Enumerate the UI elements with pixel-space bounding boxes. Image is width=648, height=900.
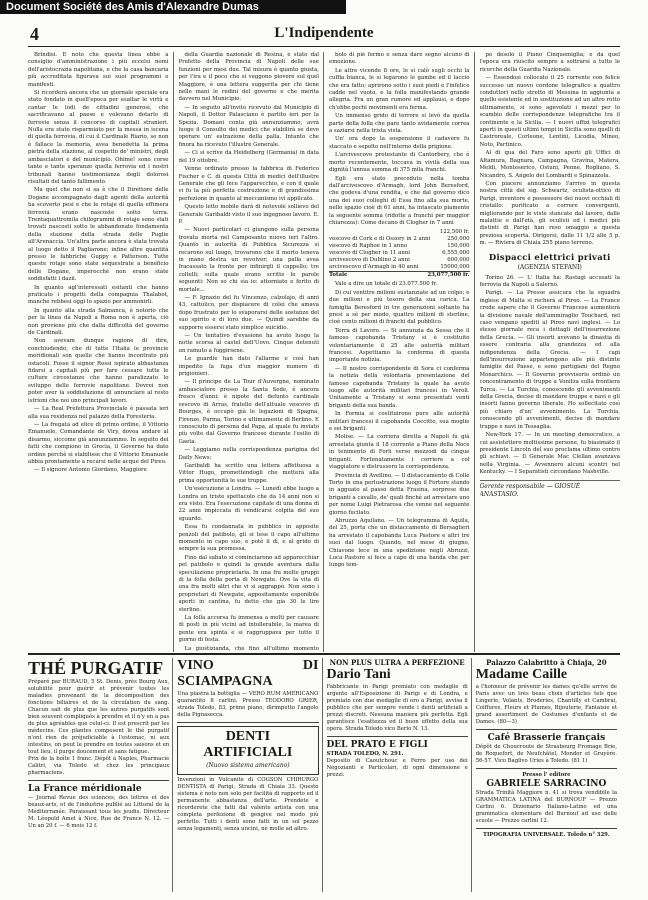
- article-paragraph: Un' ora dopo la sospensione il cadavere fu staccato e sepolto nell'interno della prigione.: [329, 136, 470, 150]
- responsible-manager: Gerente responsabile — GIOSUÈ ANASTASIO.: [480, 480, 621, 499]
- the-purgatif-price: Prix de la boîte 1 franc. Dépôt à Naples, Pharmacie Calitri, via Toledo et chez les principaux pharmaciens.: [28, 756, 170, 776]
- denti-artificiali-box: [177, 726, 318, 775]
- article-paragraph: Brindisi. E noto che questa linea ebbe a consiglio d'amministrazione i più eccelsi nomi dell'aristocrazia napolitana, e che la casa bancaria più accreditata figurava sui suoi programmi e manifesti.: [28, 52, 169, 88]
- article-paragraph: Questo letto mobile darà di notevole sollievo del Generale Garibaldi visto il suo ingegnoso lavoro. E. P.: [178, 204, 319, 225]
- ad-separator: [476, 729, 617, 730]
- article-paragraph: Le guardie han dato l'allarme e così han impedito la fuga d'un maggior numero di prigionieri.: [178, 356, 319, 378]
- dispatch-paragraph: Parigi. — La Presse assicura che la squadra inglese di Malta si recherà al Pireo. — La France crede sapere che il Governo Francese aumenterà la divisione navale dell'ammiraglio Touchard, nel caso vengano spediti al Pireo navi inglesi. — Lo stesso giornale reca i dettagli dell'insurrezione della Grecia. — Gli insorti avevano la dinastia di essere contraria alla grandezza ed alla indipendenza della Grecia. — I capi dell'insurrezione appartengono alle più distinte famiglie del Paese, e sono partigiani del Regno Monarchico. — Il Governo provvisorio ordinò un concentramento di truppe a Vonitza sulla frontiera Turca. — La Turchia, conoscendo gli avvenimenti della Grecia, decise di mandare truppe e navi e gli insorti fanno governo liberale. Ho sollecitato così più chiaro d'un' avvenimento. La Turchia, conoscendo gli avvenimenti, decise di mandare truppe e navi in Tessaglia.: [479, 290, 620, 430]
- ads-divider: [28, 653, 620, 655]
- news-column-3: [329, 52, 475, 652]
- table-cell: vescovo di Cork e di Ossory in 2 anni: [329, 236, 431, 243]
- article-paragraph: Le altre vicende 8 ore, le si calò sugli occhi la cuffia bianca, le si legarono le gambe ed il laccio che era fatto; aprirono sotto i suoi piedi e l'infelice cadde nel vuoto, e la folla manifestando grande allegria. Fra un gran rumore ed applausi, e dopo ch'ebbe pochi movimenti era ferma.: [329, 67, 470, 111]
- article-paragraph: La giustizianda, che fino all'ultimo momento: [184, 645, 319, 652]
- advertisements: [28, 658, 620, 892]
- table-cell: Totale: [329, 272, 348, 279]
- ad-column-3: [327, 658, 472, 892]
- article-paragraph: Vale a dire un totale di 23.077.500 fr.: [335, 281, 438, 288]
- article-paragraph: Garibaldi ha scritto una lettera affettuosa a Vittor Hugo, promettendogli che metterà alla prima opportunità le sue truppe.: [178, 462, 319, 484]
- denti-artificiali-text: Invenzioni in Vulcanite di COGSON CHIRURGO DENTISTA di Parigi, Strada di Chiaia 33. Questo sistema è noto non solo per facilità di rapporto ed il permanente abbastanza dell'arte. Prendete e ricorderete che fatti dal valente artista con una completa perfezione di gengive nel modo più perfetto. Tutti i denti sono fatti in un sol pezzo senza legamenti, senza uncini, nè molle ad altro.: [177, 777, 319, 832]
- dario-tani-name: Dario Tani: [326, 667, 391, 682]
- france-meridionale-text: — Journal Revue des sciences, des lettres et des beaux-arts, et de l'industrie publié au Littoral de la Méditerranée. Paraissant tous les jeudis. Directeur M. Léopold Amet à Nice, Rue de France N. 12. — Un an 20 f. — 6 mois 12 f.: [28, 795, 170, 829]
- table-row: [329, 243, 470, 250]
- article-paragraph: Fino dal sabato si cominciarono ad apparecchiar pel patibolo e quindi la grande aventura dalla speculazione proprietaria. In una fra molte gruppi di la folla della porta di Newgate. Ove la vita di una fra molti altri che vi si aggrappò. Non sono i proprietari di Newgate, appositamente esponibile aperti in cantina, fu detto che gia 30 le lire sterline.: [178, 554, 319, 613]
- article-paragraph: della Guardia nazionale di Resina, è stato dal Prefetto della Provincia di Napoli delle sue funzioni per mesi due. Tal misura è quanto giusta, per l'ira e il poco che si veggono piovere sul quel Maggiore, è una lettera suggerita per chi tiene nelle mani le redini del governo e che merita davvero nel Municipio.: [178, 52, 319, 103]
- madame-caille-title: Madame Caille: [475, 667, 568, 682]
- the-purgatif-title: THÉ PURGATIF: [28, 658, 164, 678]
- ad-column-1: [28, 658, 173, 892]
- table-row: [329, 264, 470, 271]
- news-column-1: [28, 52, 174, 652]
- article-paragraph: In quanto alla strada Salmanca, è notorio che per la linea da Napoli a Roma non è aperta, ciò non proviene più che dalla difficoltà del governo de Cardinali.: [28, 307, 169, 337]
- dario-tani-text: Fabbricante in Parigi premiato con medaglie di argento all'Esposizione di Parigi e di Londra, e premiato con due medaglie di oro a Parigi, avvisa il pubblico che per sempre vende i denti artificiali a prezzi discreti. Nessuna maniera più perfetta. Egli garantisce l'esattezza ed il buon effetto della sua opera. Strada Toledo vico Berio N. 13.: [326, 684, 468, 732]
- document-watermark: Document Société des Amis d'Alexandre Dumas: [0, 0, 346, 14]
- table-cell: 15000,000: [440, 264, 470, 271]
- table-total-row: [329, 271, 470, 279]
- revenue-table: [329, 229, 470, 279]
- ad-separator: [476, 768, 617, 769]
- article-paragraph: L'arcivescovo protestante di Cantorbery, che è morto recentemente, toccava in vività della sua dignità l'annua somma di 375 mila franchi.: [329, 152, 470, 174]
- del-prato-text: Deposito di Caoutchouc e Ferro per uso dei Negozianti e Particolari, di ogni dimensione e prezzi.: [326, 758, 468, 778]
- article-paragraph: — Leggiamo nella corrispondenza parigina del Daily News:: [178, 447, 319, 461]
- ad-column-4: [476, 658, 620, 892]
- newspaper-title: L'Indipendente: [274, 25, 374, 41]
- article-paragraph: — Il principe de La Tour d'Auvergne, nominato ambasciatore presso la Santa Sede, è ancora fresco d'anni; è nipote del defunto cardinale vescovo di Arras, fratello dell'attuale vescovo di Bourges, è occupò già le legazioni di Spagna, Firenze, Parma, Torino e ultimamente di Berlino. E conosciuto di persona dal Papa, al quale fu inviato più volte dal Governo francese durante l'esilio di Gaeta.: [178, 379, 319, 445]
- table-cell: 150,000: [447, 243, 470, 250]
- page-number: 4: [30, 24, 39, 44]
- ad-column-2: [177, 658, 322, 892]
- ad-separator: [28, 780, 169, 781]
- article-paragraph: Non avevam dunque ragione di dire, conchiudendo, che di tutte l'Italia le provincie meridionali son quelle che hanno incontrato più ostacoli. Fosse il signor Rossi ispirato abbastanza fidarsi a capitali più per fare cessare tutte le culture circostanze che hanno paralizzato lo sviluppo delle ferrovie napolitane. Dovrei non poter aver la soddisfazione di annunciare al resto istrioni che noi uno principali lavori.: [28, 338, 169, 404]
- article-paragraph: — Un tentativo d'evasione ha avuto luogo la notte scorsa al castel dell'Uovo. Cinque detenuti un ramuto a fuggirsene.: [178, 333, 319, 354]
- news-columns: [28, 52, 620, 652]
- article-paragraph: — Essendosi collocato il 25 corrente con felice successo un nuovo cordone telegrafico a quattro conduttori nello stretto di Messina in aggiunta a quello esistente ed in sostituzione ad un altro rotto ultimamente, si sono agevolati i mezzi per lo scambio delle corrispondenze telegrafiche tra il continente e la Sicilia. — I nuovi uffizi telegrafici aperti in questi ultimi tempi in Sicilia sono quelli di Castroreale, Corleone, Lentini, Licodia, Mineo, Noto, Partinico.: [479, 75, 620, 148]
- article-paragraph: Di cui ventitre milioni sustanziate ad un colpo; e due milioni e più tesoro della sua carica. La famiglia Beresford in tre generazioni soltanto ha presi a sè per modo, quattro milioni di sterline, cioè cento milioni di franchi dal pubblico.: [329, 289, 470, 326]
- article-paragraph: Venne ordinato presso la fabbrica di Federico Fischer e C. di questa Città di medici dell'illustre Generale che gli fece l'apparecchio, e con il quale vi fu la più perfetta costruzione e di grandissima perfezione in quanto al meccanismo ivi applicato.: [178, 166, 319, 202]
- article-paragraph: — Nuovi particolari ci giungono sulla persona trovata morta nel Camposanto nuovo ieri l'altro. Quanto in autorità di Pubblica Sicurezza si recarono sul luogo, trovarono che il morto teneva in mano destra un revolver; una palla avea fracassato la fronte per infinirgli il cappello; tre coltelli; sulla quale erano scritte le parole seguenti: Non so chi sia io: attorniato e ferito di mortale...: [178, 227, 319, 293]
- denti-artificiali-subtitle: (Nuovo sistema americano): [206, 762, 290, 769]
- table-cell: 600,000: [447, 257, 470, 264]
- article-paragraph: Si ricorderà ancora che un giornale speciale era stato fondato in quell'epoca per esaltar le virtù e cantar le lodi de cittadini generosi, che sacrificavano al paese e volevano dotarlo di ferrovie senza il concorso di capitali stranieri. Nulla era stato risparmiato per la messa in iscena di quella ferrovia, di cui il Cardinale Riario, se non è fallace la memoria, avea benedetta la prima pietra della stazione, al cospetto de' ministri, degli ambasciatori e del municipio. Ohimè! sono corse tante e tante speranze quella ferrovia ed i nostri tribunali hanno testimonianza degli dolorosi risultati del tanto fallimento.: [28, 90, 169, 185]
- news-column-4: [480, 52, 621, 652]
- cafe-brasserie-text: Dépôt de Choucroute de Strasbourg Fromage Brie, de Roquefort, de Neufchâtel, Mondor et Gruyère. 56-57. Vico Baglivo Uries à Toledo. (81 1): [475, 744, 617, 764]
- del-prato-address: STRADA TOLEDO, N. 291.: [326, 751, 404, 757]
- editore-text: Strada Trinità Maggiore n. 41 si trova vendibile la GRAMMATICA LATINA del BURNOUF — Prezzo Carlini 6. Dizionario Italiano-Latino ed una grammatica elementare del Burnouf ad uso delle scuole — Prezzo carlini 12.: [475, 790, 617, 824]
- article-paragraph: po desolò il Piano Cinquemiglia; e da quel l'epoca era riuscito sempre a sottrarsi a tutte le ricerche della Guardia Nazionale.: [479, 52, 620, 73]
- article-paragraph: Essa fu condannata in pubblico in apposite penzoli del patibolo, gli si tese il capo all'ultimo momento in capo suo, e potè il dì, e al grido di sempre la sua promessa.: [178, 524, 319, 553]
- article-paragraph: — La fregata ad elice di primo ordine, il Vittorio Emanuele, Comandante de Viry, dovea andare al disarmo, siccome già annunziammo. In seguito dei fatti che compiono in Grecia, il Governo ha dato ordine perchè si stabilisse che il Vittorio Emanuele abbia prontamente a recarsi nelle acque del Pireo.: [28, 421, 169, 465]
- table-row: [329, 257, 470, 264]
- article-paragraph: Molise. — La corriera diretta a Napoli fu già arrestata giunta il 18 corrente a Piano della Noce in tenimento di Forli verso mezzodi da cinque briganti. Fortunatamente i corriere a col viaggiatore e distrussero la corrispondenza.: [329, 434, 470, 471]
- article-paragraph: La folla accorsa fu immensa a molti per causare di posti in più vicini ad intollerabile, la marea di gente era spinta e si raggruppava per tutto il giorno di festa.: [178, 615, 319, 644]
- table-row: [329, 250, 470, 257]
- editore-name: GABRIELE SARRACINO: [486, 779, 607, 789]
- article-paragraph: Al di qua del Faro sono aperti gli Uffici di Altamura, Bagnara, Campagna, Gravina, Matera, Meldi, Monteserico, Ostuni, Penne, Rogliano, S. Nicandro, S. Angelo dei Lombardi e Spinazzola.: [479, 150, 620, 179]
- table-row: [329, 229, 470, 236]
- madame-caille-text: a l'honneur de prévenir les dames qu'elle arrive de Paris avec un très beau choix d'articles tels que Lingerie, Volants, Broderies, Chantilly et Cambrai, Coiffures, Fleurs et Plumes, Bijouterie, Fantaisie et grand assortiment de Costumes d'enfants et de Dames. (80—3): [475, 684, 617, 725]
- article-paragraph: In quanto agl'interessati esitanti che hanno praticato i progetti della compagnia Thalabot, manche rebbesi oggi lo spazio per ammonirli.: [28, 284, 169, 306]
- article-paragraph: bolo di piè fermo e senza dare segno alcuno di emozione.: [329, 52, 470, 66]
- article-paragraph: In Formia si costituirono pure alle autorità militari francesi il capobanda Coccitto, sua moglie e sei briganti.: [329, 411, 470, 433]
- article-paragraph: Un immenso grido di terrore si levò da quella parte della folla che pare tanto avidamente correa a saziarsi nella trista vista.: [329, 113, 470, 135]
- tipografia-imprint: TIPOGRAFIA UNIVERSALE. Toledo n° 329.: [483, 832, 610, 838]
- table-row: [329, 236, 470, 243]
- france-meridionale-title: La France méridionale: [28, 784, 142, 794]
- table-cell: 122,500 fr.: [439, 229, 470, 236]
- table-cell: 6,555,000: [442, 250, 470, 257]
- article-paragraph: Con piacere annunziamo l'arrivo in questa nostra città del sig. Schwartz, oculista-ottico di Parigi, inventore e possessore dei nuovi occhiali di cristallo: purificato a correre convergenti, migliorando per le viste stancate dal lavoro, dalle malattie e dall'età, gli oculisti ed i medici più distinti di Parigi han reso omaggio a questa preziosa scoperta. Dirigersi, dalle 11 1/2 alle 5 p. m. — Riviera di Chiaia 255 piano terreno.: [479, 180, 620, 247]
- table-cell: vescovo di Raphoe in 1 anno: [329, 243, 408, 250]
- table-cell: 23,077,500 fr.: [427, 272, 470, 279]
- dispatch-section-title: Dispacci elettrici privati: [488, 251, 611, 262]
- palazzo-calabritto-heading: Palazzo Calabritto à Chiaja, 20: [486, 658, 607, 667]
- del-prato-title: DEL PRATO E FIGLI: [326, 740, 428, 750]
- article-paragraph: — La Real Prefettura Provinciale è passata ieri alla sua residenza nel palazzo della Foresteria.: [28, 406, 169, 420]
- article-paragraph: — Ci si scrive da Heidelberg (Germania) in data del 19 ottobre.: [178, 150, 319, 164]
- masthead: [28, 22, 620, 47]
- denti-artificiali-title: DENTI ARTIFICIALI: [203, 729, 293, 760]
- dispatch-section-subtitle: (AGENZIA STEFANI): [517, 263, 582, 271]
- article-paragraph: — Il nostro corrispondente di Sora ci conferma la notizia della volontaria presentazione del famoso capobanda Tristany la quale ha avuto luogo alle autorità militari francesi in Veroli. Unitamente a Tristany si sono presentati venti briganti della sua banda.: [329, 365, 470, 409]
- news-column-2: [179, 52, 325, 652]
- article-paragraph: Egli era stato preceduto nella tomba dall'arcivescovo d'Armagh, lord John Beresford, che godeva d'una rendita, e che dal governo dico una dei suoi colleghi di Essa fino alla sua morte, nello spazio cioè di 61 anni, ha intascato piamente la seguente somma (ridotte a franchi per maggior chiarezza): Come decano di Clogher in 7 anni: [329, 175, 470, 226]
- article-paragraph: — In seguito all'invito ricevuto dal Municipio di Napoli, il Dottor Palasciano è partito ieri per la Spezia. Domani conta già annunziammo, avrà luogo il Consulto dei medici che stabilirà se deve operare un' estrazione della palla. Intanto che finora ha ricevuto l'illustre Generale.: [178, 104, 319, 148]
- ad-separator: [327, 736, 468, 737]
- article-paragraph: Provincia di Avellino. — Il distaccamento di Colle Torto in una perlustrazione luogo il Fortore stando in agguato al passo detta Frasina, sorprese due briganti a cavallo, de' quali finché ad arrestare uno per nome Luigi Pietrarosa che venne nel seguente giorno fucilato.: [329, 472, 470, 516]
- article-paragraph: Ma quel che non si sa è che il Direttore delle Dogane accompagnato dagli agenti della autorità ha scoverto pesi e che le rotaje di quella effimera ferrovia erano nascoste sotto terra. Trentaquattromila chilogrammi di rotaje sono stati trovati nascosti sotto le abbandonate fondamenta della stazione della strada delle Puglie all'Arenaccia. Un'altra parte ancora è stata trovata al luogo detto il Pagliarone; infine altre quantità presso le fabbriche Guppy e Patterson. Tutte queste rotaje sono state sequestrate a beneficio delle Dogane, imperocchè non erano state soddisfatti i dazii.: [28, 187, 169, 283]
- article-paragraph: Terra di Lavoro. — Si annunzia da Sessa che il famoso capobanda Tristany si è costituito volontariamente il 25 alle autorità militari francesi. Aspettiamo la conferma di questa importante notizia.: [329, 327, 470, 364]
- article-paragraph: — F. Ignazio del fu Vincenzo, calzolajo, di anni 43, cattolico, per dispiacere di colei che amava dopo frustrato per lo svaporarsi delle sostanze del suo spirito e di loro due. — Quindi sarebbe da supporre essersi stato simplice suicidio.: [178, 295, 319, 331]
- table-cell: 250,000: [447, 236, 470, 243]
- vino-sciampagna-text: Una piastra la bottiglia — VERO RUM AMERICANO guarantito 8 carlini. Presso TEODORO GRIER, strada Toledo, 83, primo piano, dirimpetto l'angolo della Pignasecca.: [177, 691, 319, 718]
- editore-heading: Presso l' editore: [522, 772, 571, 778]
- ad-separator: [177, 722, 318, 723]
- non-plus-ultra-heading: NON PLUS ULTRA A PERFEZIONE: [329, 658, 465, 667]
- dispatch-paragraph: Torino 26. — L' Italia ha: Rastagi accusati la ferrovia da Napoli a Salerno.: [479, 274, 620, 288]
- table-cell: vescovo di Clogher in 11 anni: [329, 250, 411, 257]
- article-paragraph: — Il signore Antonio Giordano, Maggiore: [34, 467, 147, 474]
- article-paragraph: Un'esecuzione a Londra. — Lunedì ebbe luogo a Londra un triste spettacolo che da 14 anni non si era visto. Era l'esecuzione capitale di una donna di 22 anni impiccata di vendicarsi colpita del suo sguardo.: [178, 486, 319, 522]
- vino-sciampagna-title: VINO DI SCIAMPAGNA: [177, 658, 319, 689]
- the-purgatif-text: Préparé par BURAUD, 5 St. Denis, près Bourg Aux, solubilité pour guérir et prévenir toutes les maladies provenant de la décomposition des fonctions biliaires et de la circulation du sang. Chacun sait de plus que les autres purgatifs sont bien souvent compliqués à prendre et il n'y en a pas de plus agréables que celui-ci. Il est prescrit par les médecins. Ces plantes composent le thé purgatif n'ont rien de préjudiciable à l'estomac, ni aux intestins, on peut le prendre en toutes saisons et en tout lieu, il purge doucement et sans fatigue.: [28, 679, 170, 755]
- table-cell: arcivescovo d'Armagh in 40 anni: [329, 264, 419, 271]
- ad-separator: [476, 828, 617, 829]
- article-paragraph: Abruzzo Aquilano. — Un telegramma di Aquila, del 25, porta che un distaccamento di Bersaglieri ha arrestato il capobanda Luca Pastore e altri tre suoi dal luogo. Quando, nel mese di giugno, Chiavone lece in una spedizione negli Abruzzi, Luca Pastore si fece a capo di una banda che per lungo tem-: [329, 517, 470, 569]
- dispatch-paragraph: New-York 17. — In un meeting democratico, a cui assistettero moltissime persone, fu biasimato il presidente Lincoln del suo proclama ultimo contro gli schiavi. — Il Generale Mac Clellan avanzava nella Virginia. — Avvennero alcuni scontri nel Kentucky. — I Separatisti circondano Nashville.: [479, 432, 620, 476]
- table-cell: arcivescovo di Dublino 2 anni: [329, 257, 410, 264]
- cafe-brasserie-title: Café Brasserie français: [487, 733, 606, 743]
